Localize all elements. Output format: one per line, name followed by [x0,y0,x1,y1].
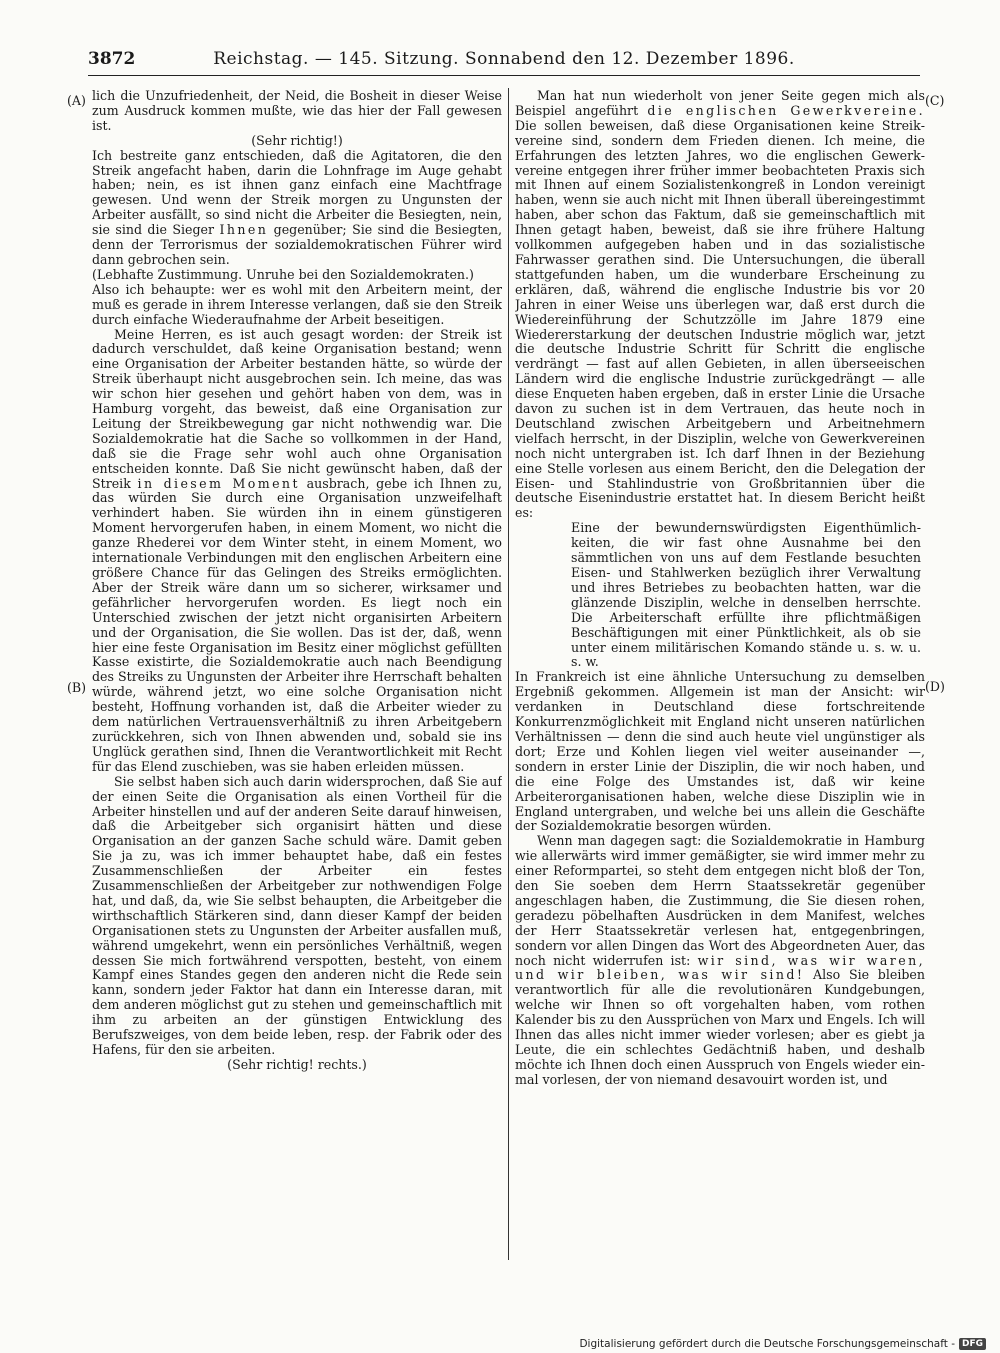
margin-marker-c: (C) [925,93,945,108]
page-header [88,46,920,72]
paragraph-text: gegenüber; Sie sind die Besiegten, denn der Terrorismus der sozialdemokratischen Führer wird dann gebrochen sein. [92,222,502,267]
paragraph-text: ausbrach, gebe ich Ihnen zu, das würden Sie durch eine Organisation unzweifelhaft verhindert haben. Sie würden ihn in einem günstigeren Moment hervorgerufen haben, in einem Moment, wo nicht die ganze Rhederei vor dem Winter steht, in einem Moment, wo internationale Verbindungen mit den englischen Arbeitern eine größere Chance für das Gelingen des Streiks ermöglichten. Aber der Streik wäre dann um so sicherer, wirksamer und gefährlicher hervorgerufen worden. Es liegt noch ein Unterschied zwischen der jetzt nicht organisirten Arbeitern und der Organisation, die Sie wollen. Das ist der, daß, wenn hier eine feste Organisation im Besitz einer möglichst gefüllten Kasse existirte, die Sozialdemokratie auch nach Beendigung des Streiks zu Ungunsten der Arbeiter ihre Herrschaft behalten würde, während jetzt, wo eine solche Organisation nicht besteht, Hoffnung vorhanden ist, daß die Arbeiter wieder zu dem natürlichen Vertrauensverhältniß zu ihren Arbeitgebern zurückkehren, sich von Ihnen abwenden und, sobald sie ins Unglück gerathen sind, Ihnen die Verantwortlichkeit mit Recht für das Elend zuschieben, was sie haben erleiden müssen. [92,475,502,774]
spaced-emphasis: die englischen Gewerkvereine. [647,102,925,118]
interjection: (Lebhafte Zustimmung. Unruhe bei den Sozialdemokraten.) [92,266,474,282]
margin-marker-a: (A) [67,93,86,108]
paragraph [92,149,502,268]
running-title: Reichstag. — 145. Sitzung. Sonnabend den 12. Dezember 1896. [213,49,795,69]
dfg-logo: DFG [959,1338,986,1350]
header-rule [88,75,920,76]
paragraph [515,89,925,521]
spaced-emphasis: in diesem Moment [137,475,300,491]
block-quote: Eine der bewundernswürdigsten Eigenthümlichkeiten, die wir fast ohne Ausnahme bei den sämmtlichen von uns auf dem Festlande besuchten Eisen- und Stahlwerken bezüglich ihrer Verwaltung und ihres Betriebes zu beobachten hatten, war die glänzende Disziplin, welche in denselben herrschte. Die Arbeiterschaft erfüllte ihre pflichtmäßigen Beschäftigungen mit einer Pünktlichkeit, als ob sie unter einem militärischen Komando stände u. s. w. u. s. w. [571,520,921,670]
left-column [92,89,502,1279]
margin-marker-d: (D) [925,679,945,694]
digitization-footer [579,1337,986,1351]
interjection: (Sehr richtig!) [251,132,343,148]
column-divider [508,88,509,1260]
footer-text: Digitalisierung gefördert durch die Deutsche Forschungsgemeinschaft - [579,1338,955,1350]
paragraph-text: Man hat nun wiederholt von jener Seite gegen mich als Beispiel angeführt [515,89,925,118]
page-number: 3872 [88,49,136,69]
spaced-emphasis: Ihnen [219,222,269,238]
interjection: (Sehr richtig! rechts.) [227,1056,367,1072]
spaced-emphasis: wir sind, was wir waren, und wir bleiben, was wir sind! [515,952,925,983]
paragraph: lich die Unzufriedenheit, der Neid, die Bosheit in dieser Weise zum Ausdruck kommen mußte, wie das hier der Fall gewesen ist. [92,89,502,133]
paragraph: Also ich behaupte: wer es wohl mit den Arbeitern meint, der muß es gerade in ihrem Interesse verlangen, daß sie den Streik durch einfache Wiederaufnahme der Arbeit beseitigen. [92,281,502,327]
paragraph: In Frankreich ist eine ähnliche Untersuchung zu demselben Ergebniß gekommen. Allgemein ist man der Ansicht: wir verdanken in Deutschland diese fortschreitende Konkurrenzmöglichkeit mit England nicht unseren natürlichen Verhältnissen — denn die sind auch heute viel ungünstiger als dort; Erze und Kohlen liegen viel weiter auseinander —, sondern in erster Linie der Disziplin, die wir noch haben, und die eine Folge des Umstandes ist, daß wir keine Arbeiterorganisationen haben, welche diese Disziplin wie in England untergraben, und welche bei uns allein die Geschäfte der Sozialdemokratie besorgen würden. [515,669,925,834]
margin-marker-b: (B) [67,680,87,695]
paragraph-text: Meine Herren, es ist auch gesagt worden: der Streik ist dadurch verschuldet, daß keine Organisation bestand; wenn eine Organisation der Arbeiter bestanden hätte, so würde der Streik überhaupt nicht ausgebrochen sein. Ich meine, das was wir schon hier gesehen und gehört haben von dem, was in Hamburg vorgeht, das beweist, daß eine Organisation zur Leitung der Streikbewegung gar nicht nothwendig war. Die Sozialdemokratie hat die Sache so vollkommen in der Hand, daß sie die Frage sehr wohl auch ohne Organisation entscheiden konnte. Daß Sie nicht gewünscht haben, daß der Streik [92,326,502,491]
paragraph-text: Also Sie bleiben verantwortlich für alle die revolutionären Kundgebungen, welche wir Ihnen so oft vorgehalten haben, vom rothen Kalender bis zu den Aussprüchen von Marx und Engels. Ich will Ihnen das alles nicht immer wieder vorlesen; aber es giebt ja Leute, die ein schlechtes Gedächtniß haben, und deshalb möchte ich Ihnen doch einen Ausspruch von Engels wieder einmal vorlesen, der von niemand desavouirt worden ist, und [515,967,925,1087]
paragraph: Sie selbst haben sich auch darin widersprochen, daß Sie auf der einen Seite die Organisation als einen Vortheil für die Arbeiter hinstellen und auf der anderen Seite darauf hinweisen, daß die Arbeitgeber sich organisirt hätten und diese Organisation an der ganzen Sache schuld wäre. Damit geben Sie ja zu, was ich immer behauptet habe, daß ein festes Zusammenschließen der Arbeiter ein festes Zusammenschließen der Arbeitgeber zur nothwendigen Folge hat, und daß, da, wie Sie selbst behaupten, die Arbeitgeber die wirthschaftlich Stärkeren sind, dann dieser Kampf der beiden Organisationen stets zu Ungunsten der Arbeiter ausfallen muß, während umgekehrt, wenn ein persönliches Verhältniß, wegen dessen Sie mich fortwährend verspotten, besteht, von einem Kampf eines Standes gegen den anderen nicht die Rede sein kann, sondern jeder Faktor hat dann ein Interesse daran, mit dem anderen möglichst gut zu stehen und gemeinschaftlich mit ihm zu arbeiten an der günstigen Entwicklung des Berufszweiges, von dem beide leben, resp. der Fabrik oder des Hafens, für den sie arbeiten. [92,773,502,1057]
paragraph-text: Die sollen beweisen, daß diese Organisationen keine Streikvereine sind, sondern dem Frieden dienen. Ich meine, die Erfahrungen des letzten Jahres, wo die englischen Gewerkvereine entgegen ihrer früher immer beobachteten Praxis sich mit Ihnen auf einem Sozialistenkongreß in London vereinigt haben, wenn sie auch nicht mit Ihnen überall übereingestimmt haben, aber schon das Faktum, daß sie gemeinschaftlich mit Ihnen getagt haben, beweist, daß sie ihre frühere Haltung vollkommen aufgegeben haben und in das sozialistische Fahrwasser gerathen sind. Die Untersuchungen, die überall stattgefunden haben, um die wunderbare Erscheinung zu erklären, daß, während die englische Industrie bis vor 20 Jahren in einer Weise uns überlegen war, daß erst durch die Wiedereinführung der Schutzzölle im Jahre 1879 eine Wiedererstarkung der deutschen Industrie möglich war, jetzt die deutsche Industrie Schritt für Schritt die englische verdrängt — fast auf allen Gebieten, in allen überseeischen Ländern wird die englische Industrie zurückgedrängt — alle diese Enqueten haben ergeben, daß in erster Linie die Ursache davon zu suchen ist in dem Vertrauen, das heute noch in Deutschland zwischen Arbeitgebern und Arbeitnehmern vielfach herrscht, in der Disziplin, welche von Gewerkvereinen noch nicht untergraben ist. Ich darf Ihnen in der Beziehung eine Stelle vorlesen aus einem Bericht, den die Delegation der Eisen- und Stahlindustrie von Großbritannien über die deutsche Eisenindustrie erstattet hat. In diesem Bericht heißt es: [515,117,925,521]
paragraph-text: Wenn man dagegen sagt: die Sozialdemokratie in Hamburg wie allerwärts wird immer gemäßigter, sie wird immer mehr zu einer Reformpartei, so steht dem entgegen nicht bloß der Ton, den Sie soeben dem Herrn Staatssekretär gegenüber angeschlagen haben, die Zustimmung, die Sie diesen rohen, geradezu pöbelhaften Ausdrücken in dem Manifest, welches der Herr Staatssekretär verlesen hat, entgegenbringen, sondern vor allen Dingen das Wort des Abgeordneten Auer, das noch nicht widerrufen ist: [515,833,925,968]
paragraph [515,834,925,1087]
paragraph-text: Ich bestreite ganz entschieden, daß die Agitatoren, die den Streik angefacht haben, darin die Lohnfrage im Auge gehabt haben; nein, es ist ihnen ganz einfach eine Machtfrage gewesen. Und wenn der Streik morgen zu Ungunsten der Arbeiter ausfällt, so sind nicht die Arbeiter die Besiegten, nein, sie sind die Sieger [92,147,502,238]
paragraph [92,328,502,775]
right-column [515,89,925,1279]
